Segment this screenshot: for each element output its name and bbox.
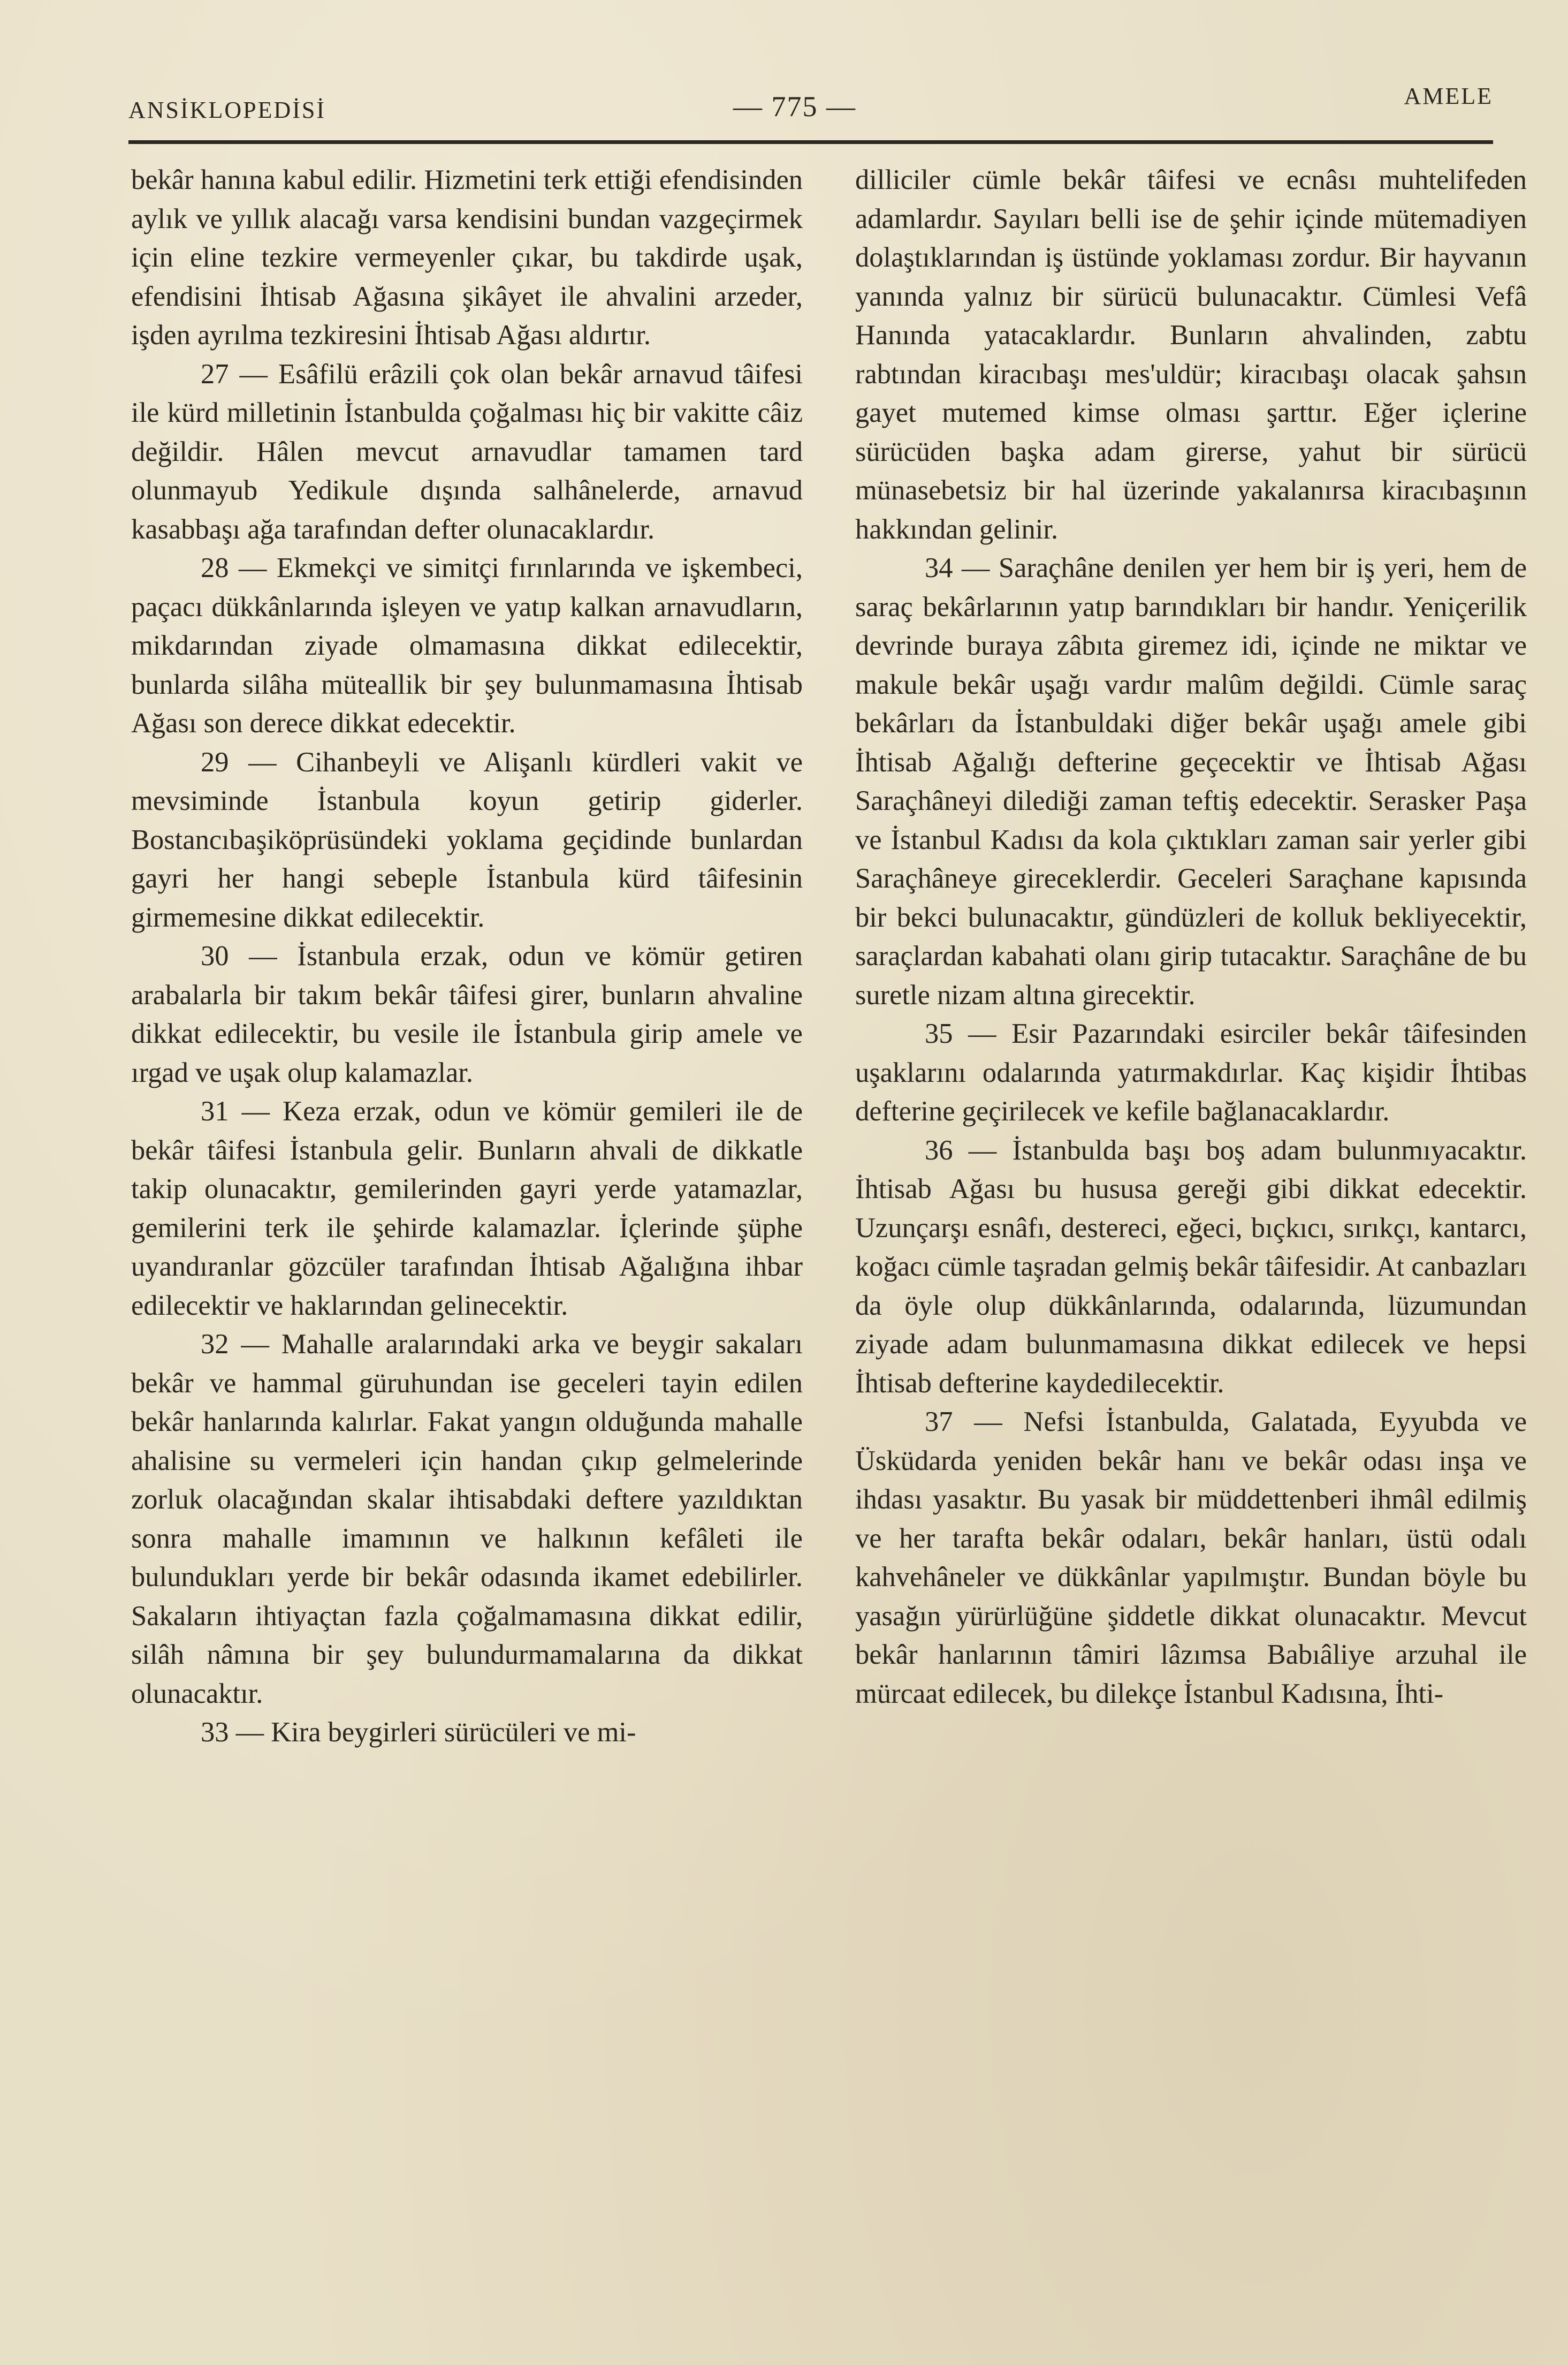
right-column — [855, 161, 1527, 1713]
paragraph-item-33: 33 — Kira beygirleri sürücüleri ve mi- — [201, 1717, 636, 1748]
running-title-right: AMELE — [1404, 83, 1493, 109]
paragraph-item-37: 37 — Nefsi İstanbulda, Galatada, Eyyubda ve Üsküdarda yeniden bekâr hanı ve bekâr odası inşa ve ihdası yasaktır. Bu yasak bir müddettenberi ihmâl edilmiş ve her tarafta bekâr odaları, bekâr hanları, üstü odalı kahvehâneler ve dükkânlar yapılmıştır. Bundan böyle bu yasağın yürürlüğüne şiddetle dikkat olunacaktır. Mevcut bekâr hanlarının tâmiri lâzımsa Babıâliye arzuhal ile mürcaat edilecek, bu dilekçe İstanbul Kadısına, İhti- — [855, 1406, 1527, 1709]
paragraph-item-35: 35 — Esir Pazarındaki esirciler bekâr tâifesinden uşaklarını odalarında yatırmakdırlar. Kaç kişidir İhtibas defterine geçirilecek ve kefile bağlanacaklardır. — [855, 1018, 1527, 1127]
page-header — [128, 80, 1493, 139]
page-number: — 775 — — [733, 90, 856, 123]
running-title-left: ANSİKLOPEDİSİ — [128, 97, 326, 123]
paragraph-item-31: 31 — Keza erzak, odun ve kömür gemileri ile de bekâr tâifesi İstanbula gelir. Bunların ahvali de dikkatle takip olunacaktır, gemilerinden gayri yerde yatamazlar, gemilerini terk ile şehirde kalamazlar. İçlerinde şüphe uyandıranlar gözcüler tarafından İhtisab Ağalığına ihbar edilecektir ve haklarından gelinecektir. — [131, 1096, 803, 1321]
paragraph-item-32: 32 — Mahalle aralarındaki arka ve beygir sakaları bekâr ve hammal güruhundan ise geceleri tayin edilen bekâr hanlarında kalırlar. Fakat yangın olduğunda mahalle ahalisine su vermeleri için handan çıkıp gelmelerinde zorluk olacağından skalar ihtisabdaki deftere yazıldıktan sonra mahalle imamının ve halkının kefâleti ile bulundukları yerde bir bekâr odasında ikamet edebilirler. Sakaların ihtiyaçtan fazla çoğalmamasına dikkat edilir, silâh nâmına bir şey bulundurmamalarına da dikkat olunacaktır. — [131, 1329, 803, 1709]
left-column — [131, 161, 803, 1752]
paragraph-item-27: 27 — Esâfilü erâzili çok olan bekâr arnavud tâifesi ile kürd milletinin İstanbulda çoğalması hiç bir vakitte câiz değildir. Hâlen mevcut arnavudlar tamamen tard olunmayub Yedikule dışında salhânelerde, arnavud kasabbaşı ağa tarafından defter olunacaklardır. — [131, 358, 803, 545]
paragraph-item-34: 34 — Saraçhâne denilen yer hem bir iş yeri, hem de saraç bekârlarının yatıp barındıkları bir handır. Yeniçerilik devrinde buraya zâbıta giremez idi, içinde ne miktar ve makule bekâr uşağı vardır malûm değildi. Cümle saraç bekârları da İstanbuldaki diğer bekâr uşağı amele gibi İhtisab Ağalığı defterine geçecektir ve İhtisab Ağası Saraçhâneyi dilediği zaman teftiş edecektir. Serasker Paşa ve İstanbul Kadısı da kola çıktıkları zaman sair yerler gibi Saraçhâneye gireceklerdir. Geceleri Saraçhane kapısında bir bekci bulunacaktır, gündüzleri de kolluk bekliyecektir, saraçlardan kabahati olanı girip tutacaktır. Saraçhâne de bu suretle nizam altına girecektir. — [855, 552, 1527, 1011]
paragraph-continuation: dilliciler cümle bekâr tâifesi ve ecnâsı muhtelifeden adamlardır. Sayıları belli ise de şehir içinde mütemadiyen dolaştıklarından iş üstünde yoklaması zordur. Bir hayvanın yanında yalnız bir sürücü bulunacaktır. Cümlesi Vefâ Hanında yatacaklardır. Bunların ahvalinden, zabtu rabtından kiracıbaşı mes'uldür; kiracıbaşı olacak şahsın gayet mutemed kimse olması şarttır. Eğer içlerine sürücüden başka adam girerse, yahut bir sürücü münasebetsiz bir hal üzerinde yakalanırsa kiracıbaşının hakkından gelinir. — [855, 164, 1527, 545]
paragraph-item-28: 28 — Ekmekçi ve simitçi fırınlarında ve işkembeci, paçacı dükkânlarında işleyen ve yatıp kalkan arnavudların, mikdarından ziyade olmamasına dikkat edilecektir, bunlarda silâha müteallik bir şey bulunmamasına İhtisab Ağası son derece dikkat edecektir. — [131, 552, 803, 739]
paragraph-continuation: bekâr hanına kabul edilir. Hizmetini terk ettiği efendisinden aylık ve yıllık alacağı varsa kendisini bundan vazgeçirmek için eline tezkire vermeyenler çıkar, bu takdirde uşak, efendisini İhtisab Ağasına şikâyet ile ahvalini arzeder, işden ayrılma tezkiresini İhtisab Ağası aldırtır. — [131, 164, 803, 351]
paragraph-item-30: 30 — İstanbula erzak, odun ve kömür getiren arabalarla bir takım bekâr tâifesi girer, bunların ahvaline dikkat edilecektir, bu vesile ile İstanbula girip amele ve ırgad ve uşak olup kalamazlar. — [131, 941, 803, 1088]
paragraph-item-36: 36 — İstanbulda başı boş adam bulunmıyacaktır. İhtisab Ağası bu hususa gereği gibi dikkat edecektir. Uzunçarşı esnâfı, destereci, eğeci, bıçkıcı, sırıkçı, kantarcı, koğacı cümle taşradan gelmiş bekâr tâifesidir. At canbazları da öyle olup dükkânlarında, odalarında, lüzumundan ziyade adam bulunmamasına dikkat edilecek ve hepsi İhtisab defterine kaydedilecektir. — [855, 1134, 1527, 1399]
header-rule — [128, 140, 1493, 144]
paragraph-item-29: 29 — Cihanbeyli ve Alişanlı kürdleri vakit ve mevsiminde İstanbula koyun getirip giderler. Bostancıbaşiköprüsündeki yoklama geçidinde bunlardan gayri her hangi sebeple İstanbula kürd tâifesinin girmemesine dikkat edilecektir. — [131, 746, 803, 933]
